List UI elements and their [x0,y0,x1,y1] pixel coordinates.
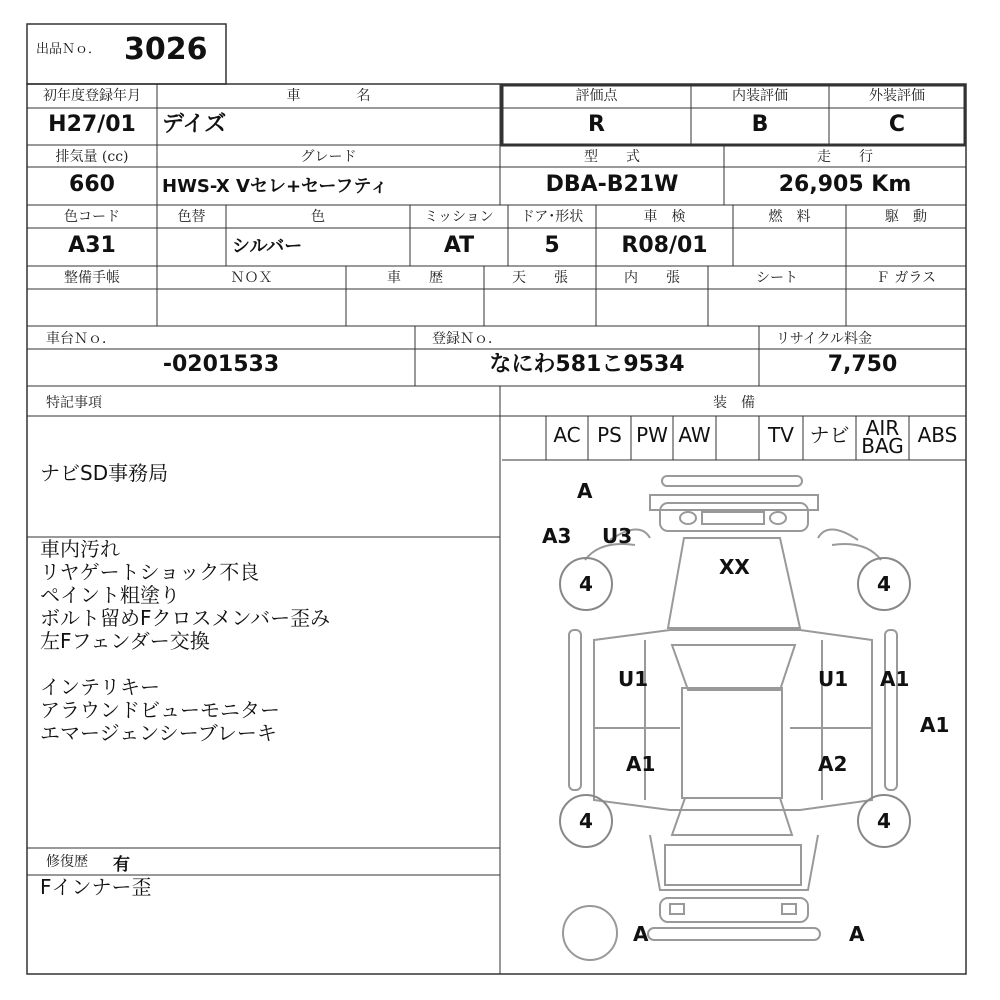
damage-mark: A1 [880,667,910,691]
notes-line: 車内汚れ [40,537,120,561]
chassis-label: 車台Ｎｏ． [46,331,116,347]
color-label: 色 [311,209,325,225]
repair-history-label: 修復歴 [46,854,88,870]
equipment-item: ABS [917,423,958,447]
first-reg-label: 初年度登録年月 [43,88,141,104]
repair-history-value: 有 [113,855,130,875]
drive-label: 駆 動 [885,209,927,225]
tire-front-right: 4 [857,557,911,611]
equipment-item: ナビ [809,423,850,447]
damage-mark: A1 [626,752,656,776]
damage-mark: A2 [818,752,848,776]
tire-rear-left: 4 [559,794,613,848]
listing-number: 3026 [124,32,208,67]
color-code-label: 色コード [64,209,120,225]
damage-mark: U3 [602,524,633,548]
inspection-label: 車 検 [643,209,686,225]
fuel-label: 燃 料 [768,209,811,225]
inspection-value: R08/01 [621,233,708,258]
equipment-item: AIR BAG [861,416,904,458]
damage-mark: A [849,922,865,946]
damage-mark: U1 [618,667,649,691]
mission-value: AT [443,233,475,258]
displacement-value: 660 [69,172,115,197]
notes-line: リヤゲートショック不良 [40,560,260,584]
notes-line: アラウンドビューモニター [40,698,280,722]
door-value: 5 [544,233,560,258]
grade-label: グレード [300,149,357,165]
roof-label: 天 張 [512,270,568,286]
interior-value: B [751,112,769,137]
notes-line: エマージェンシーブレーキ [40,721,277,745]
recycle-value: 7,750 [827,352,898,377]
repair-note: Fインナー歪 [40,875,152,899]
notes-line: ボルト留めFクロスメンバー歪み [40,606,331,630]
listing-number-label: 出品Ｎｏ． [36,42,102,57]
notes-line: ペイント粗塗り [40,583,180,607]
seat-label: シート [756,270,798,286]
damage-mark: A [577,479,593,503]
tire-rear-right: 4 [857,794,911,848]
inner-label: 内 張 [624,270,680,286]
nox-label: ＮＯＸ [230,270,273,286]
damage-mark: XX [719,555,750,579]
color-value: シルバー [232,236,303,257]
equipment-item: PS [597,423,622,447]
damage-mark: U1 [818,667,849,691]
car-diagram [502,461,966,974]
maintenance-label: 整備手帳 [64,270,120,286]
interior-label: 内装評価 [732,88,788,104]
equipment-item: TV [768,423,794,447]
chassis-value: -0201533 [162,352,280,377]
mileage-value: 26,905 Km [778,172,912,197]
recycle-label: リサイクル料金 [776,331,873,347]
tire-front-left: 4 [559,557,613,611]
registration-value: なにわ581こ9534 [489,352,685,377]
type-label: 型 式 [584,149,640,165]
equipment-item: PW [636,423,668,447]
color-code-value: A31 [68,233,116,258]
mission-label: ミッション [424,209,494,225]
registration-label: 登録Ｎｏ． [432,331,502,347]
displacement-label: 排気量 (cc) [55,149,129,165]
score-label: 評価点 [575,88,618,104]
equipment-label: 装 備 [713,395,755,411]
equipment-item: AW [678,423,711,447]
color-change-label: 色替 [177,209,206,225]
model-name-label: 車 名 [286,88,371,104]
door-label: ドア･形状 [520,209,584,225]
damage-mark: A1 [920,713,950,737]
notes-label: 特記事項 [46,395,102,411]
history-label: 車 歴 [387,270,443,286]
score-value: R [588,112,605,137]
type-value: DBA-B21W [545,172,679,197]
first-reg-value: H27/01 [48,112,136,137]
exterior-value: C [888,112,906,137]
notes-top: ナビSD事務局 [40,461,169,485]
notes-line: 左Fフェンダー交換 [40,629,210,653]
mileage-label: 走 行 [817,149,873,165]
model-name-value: デイズ [162,112,227,137]
damage-mark: A [633,922,649,946]
damage-mark: A3 [542,524,572,548]
equipment-item: AC [553,423,581,447]
exterior-label: 外装評価 [869,88,925,104]
grade-value: HWS-X Vセレ+セーフティ [162,176,388,197]
notes-line: インテリキー [40,675,160,699]
fglass-label: Ｆ ガラス [875,270,937,286]
